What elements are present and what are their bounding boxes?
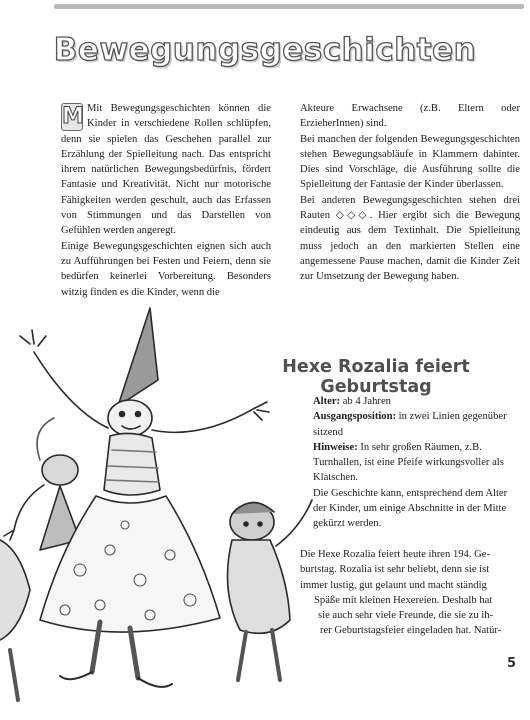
intro-paragraph: Einige Bewegungsgeschichten eignen sich auch zu Aufführungen bei Festen und Feiern, denn sie bedürfen keinerlei Vorbereitung. Besonders witzig finden es die Kinder, wenn die xyxy=(61,240,271,298)
intro-paragraph: Bei manchen der folgenden Bewegungsgeschichten stehen Bewegungsabläufe in Klammern dahinter. Dies sind Vorschläge, die Ausführung sollte die Spielleitung der Fantasie der Kinder überlassen. xyxy=(300,133,520,191)
story-text xyxy=(300,547,522,639)
page-title: Bewegungsgeschichten xyxy=(53,32,477,68)
story-line: burtstag. Rozalia ist sehr beliebt, denn sie ist xyxy=(300,564,490,576)
intro-paragraph: Bei anderen Bewegungsgeschichten stehen drei Rauten ◇◇◇. Hier ergibt sich die Bewegung eindeutig aus dem Textinhalt. Die Spielleitung muss jedoch an den markierten Stellen eine angemessene Pause machen, damit die Kinder Zeit zur Umsetzung der Bewegung haben. xyxy=(300,194,520,283)
intro-paragraph: Akteure Erwachsene (z.B. Eltern oder ErzieherInnen) sind. xyxy=(300,103,520,130)
story-line: sie auch sehr viele Freunde, die sie zu ih- xyxy=(318,610,494,622)
story-line: immer lustig, gut gelaunt und macht ständig xyxy=(300,579,487,591)
story-line: rer Geburtstagsfeier eingeladen hat. Natür- xyxy=(320,625,502,637)
hint-line: Hinweise: In sehr großen Räumen, z.B. Turnhallen, ist eine Pfeife wirkungsvoller als Klatschen. xyxy=(313,441,504,484)
intro-right-column xyxy=(300,101,520,285)
story-info-box xyxy=(313,394,523,532)
intro-paragraph: M Mit Bewegungsgeschichten können die Kinder in verschiedene Rollen schlüpfen, denn sie spielen das Geschehen parallel zur Erzählung der Spielleitung nach. Das entspricht ihrem natürlichen Bewegungsbedürfnis, fördert Fantasie und Kreativität. Nicht nur motorische Fähigkeiten werden geschult, auch das Erfassen von Stimmungen und das Darstellen von Gefühlen werden angeregt. xyxy=(61,103,271,237)
dropcap-letter: M xyxy=(62,104,84,129)
age-line: Alter: ab 4 Jahren xyxy=(313,396,391,407)
story-title: Hexe Rozalia feiert Geburtstag xyxy=(282,357,470,397)
story-line: Späße mit kleinen Hexereien. Deshalb hat xyxy=(314,594,493,606)
shortening-note: Die Geschichte kann, entsprechend dem Alter der Kinder, um einige Abschnitte in der Mitte gekürzt werden. xyxy=(313,487,508,530)
position-line: Ausgangsposition: in zwei Linien gegenüber sitzend xyxy=(313,411,507,438)
story-line: Die Hexe Rozalia feiert heute ihren 194. Ge- xyxy=(300,549,491,560)
intro-left-column xyxy=(61,101,271,300)
top-rule xyxy=(54,4,524,9)
page-number: 5 xyxy=(507,656,517,671)
